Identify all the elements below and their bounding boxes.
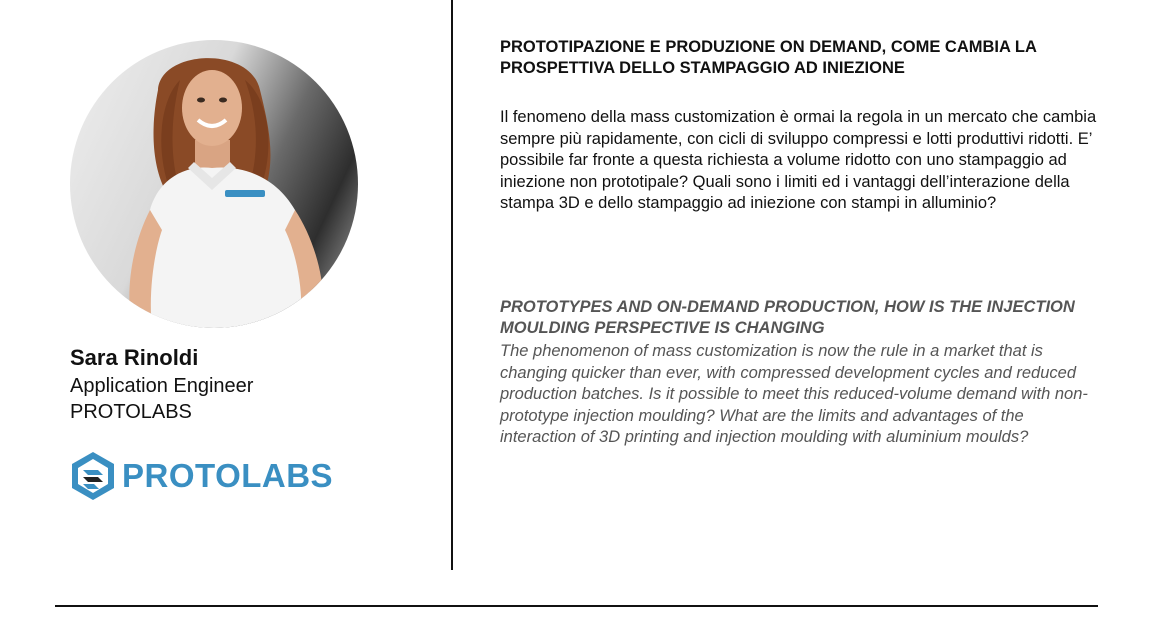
protolabs-hexagon-icon	[70, 450, 116, 502]
bottom-divider	[55, 605, 1098, 607]
speaker-role: Application Engineer	[70, 375, 254, 397]
speaker-portrait-illustration	[70, 40, 358, 328]
vertical-divider	[451, 0, 453, 570]
english-body: The phenomenon of mass customization is now the rule in a market that is changing quicker than ever, with compressed development cycles and reduced production batches. Is it possible to meet this reduced-volume demand with non-prototype injection moulding? What are the limits and advantages of the interaction of 3D printing and injection moulding with aluminium moulds?	[500, 342, 1088, 446]
italian-body: Il fenomeno della mass customization è ormai la regola in un mercato che cambia sempre più rapidamente, con cicli di sviluppo compressi e lotti produttivi ridotti. E’ possibile far fronte a questa richiesta a volume ridotto con uno stampaggio ad iniezione non prototipale? Quali sono i limiti ed i vantaggi dell’interazione della stampa 3D e dello stampaggio ad iniezione con stampi in alluminio?	[500, 108, 1097, 212]
speaker-photo	[70, 40, 358, 328]
italian-title: PROTOTIPAZIONE E PRODUZIONE ON DEMAND, COME CAMBIA LA PROSPETTIVA DELLO STAMPAGGIO AD INIEZIONE	[500, 38, 1037, 77]
speaker-company: PROTOLABS	[70, 401, 192, 423]
speaker-name: Sara Rinoldi	[70, 345, 199, 370]
protolabs-logo	[70, 450, 333, 502]
english-title: PROTOTYPES AND ON-DEMAND PRODUCTION, HOW IS THE INJECTION MOULDING PERSPECTIVE IS CHANGING	[500, 298, 1075, 337]
logo-wordmark: PROTOLABS	[122, 457, 334, 494]
